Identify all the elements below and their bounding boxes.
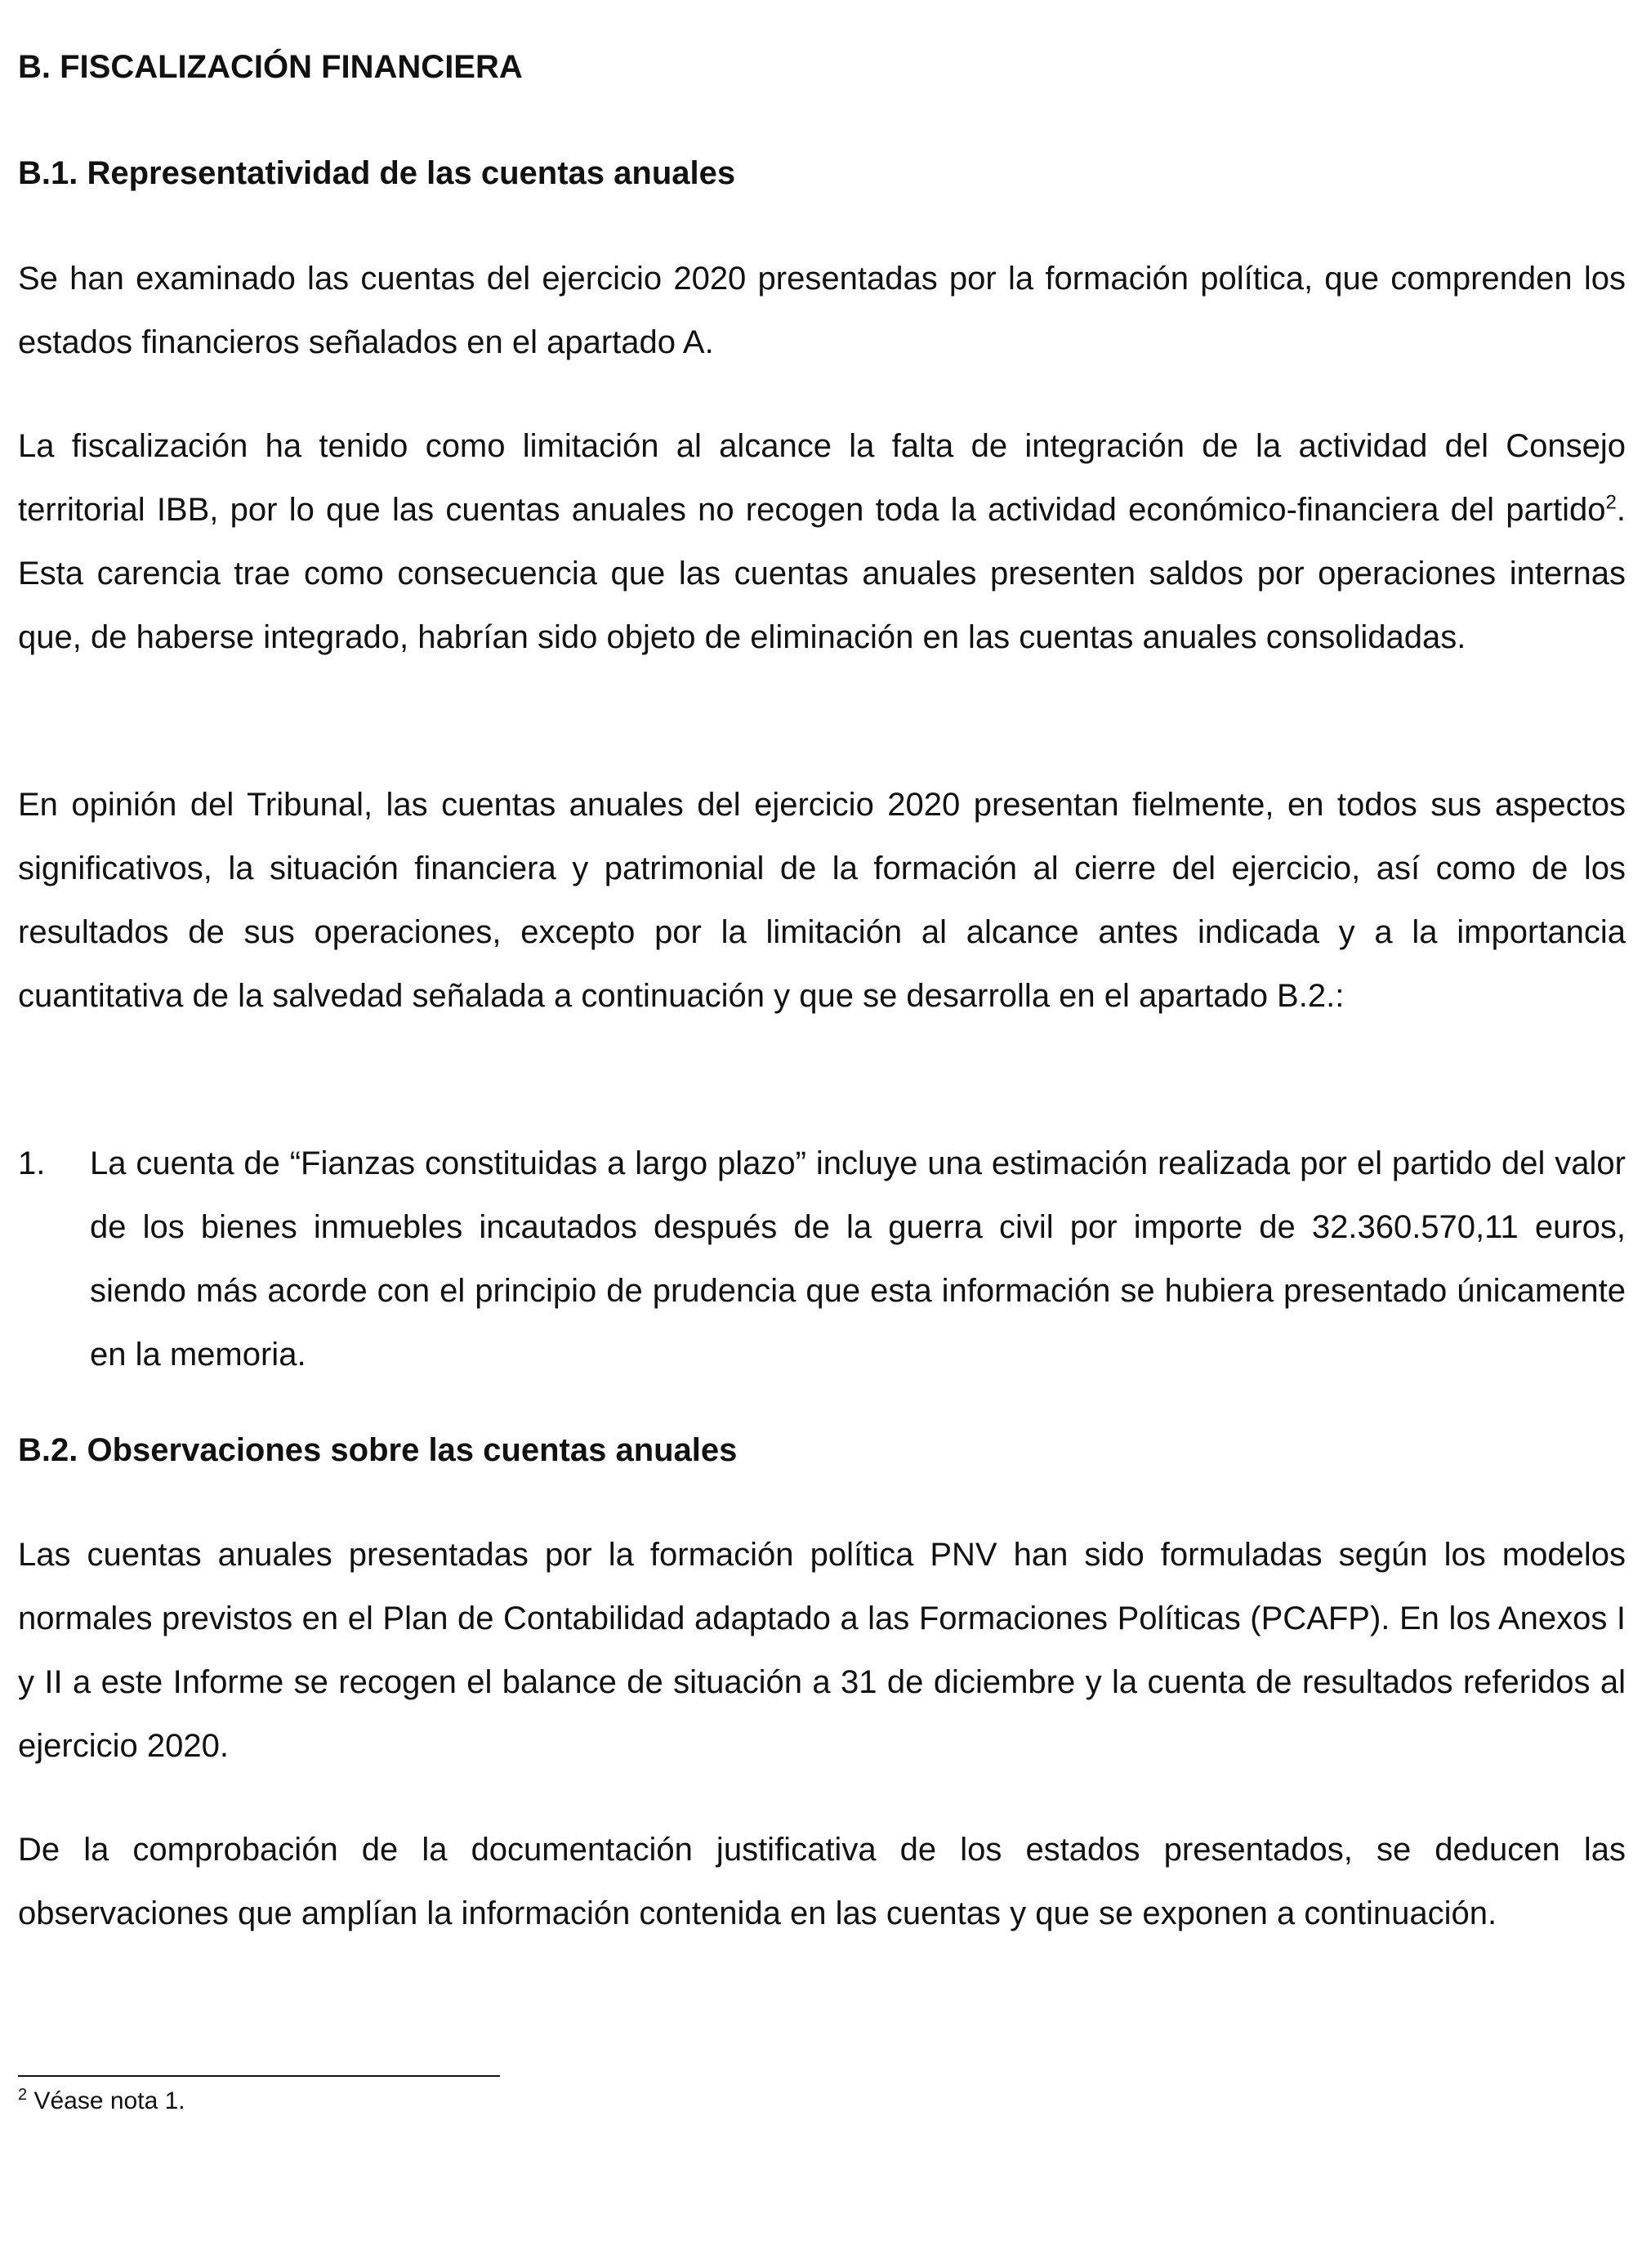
footnote (18, 2085, 185, 2118)
paragraph-b1-1: Se han examinado las cuentas del ejercicio 2020 presentadas por la formación política, que comprenden los estados financieros señalados en el apartado A. (18, 261, 1626, 360)
list-item (18, 1132, 1626, 1386)
paragraph-b1-2 (18, 414, 1626, 669)
footnote-divider (18, 2075, 500, 2077)
subsection-title-b2: B.2. Observaciones sobre las cuentas anuales (18, 1432, 738, 1468)
section-title: B. FISCALIZACIÓN FINANCIERA (18, 49, 523, 85)
paragraph-b2-1: Las cuentas anuales presentadas por la formación política PNV han sido formuladas según los modelos normales previstos en el Plan de Contabilidad adaptado a las Formaciones Políticas (PCAFP). En los Anexos I y II a este Informe se recogen el balance de situación a 31 de diciembre y la cuenta de resultados referidos al ejercicio 2020. (18, 1537, 1626, 1764)
paragraph-b2-2: De la comprobación de la documentación justificativa de los estados presentados, se deducen las observaciones que amplían la información contenida en las cuentas y que se exponen a continuación. (18, 1832, 1626, 1931)
list-item-text: La cuenta de “Fianzas constituidas a largo plazo” incluye una estimación realizada por el partido del valor de los bienes inmuebles incautados después de la guerra civil por importe de 32.360.570,11 euros, siendo más acorde con el principio de prudencia que esta información se hubiera presentado únicamente en la memoria. (90, 1145, 1626, 1373)
paragraph-b1-3: En opinión del Tribunal, las cuentas anuales del ejercicio 2020 presentan fielmente, en todos sus aspectos significativos, la situación financiera y patrimonial de la formación al cierre del ejercicio, así como de los resultados de sus operaciones, excepto por la limitación al alcance antes indicada y a la importancia cuantitativa de la salvedad señalada a continuación y que se desarrolla en el apartado B.2.: (18, 787, 1626, 1014)
footnote-reference[interactable]: 2 (1605, 491, 1617, 514)
paragraph-b1-2-start: La fiscalización ha tenido como limitación al alcance la falta de integración de la actividad del Consejo territorial IBB, por lo que las cuentas anuales no recogen toda la actividad económico-financiera del partido (18, 428, 1626, 528)
paragraph-b1-2-end: . Esta carencia trae como consecuencia que las cuentas anuales presenten saldos por operaciones internas que, de haberse integrado, habrían sido objeto de eliminación en las cuentas anuales consolidadas. (18, 492, 1626, 655)
list-item-number: 1. (18, 1145, 46, 1181)
footnote-marker: 2 (18, 2086, 28, 2104)
subsection-title-b1: B.1. Representatividad de las cuentas anuales (18, 155, 736, 191)
footnote-text: Véase nota 1. (27, 2087, 185, 2114)
